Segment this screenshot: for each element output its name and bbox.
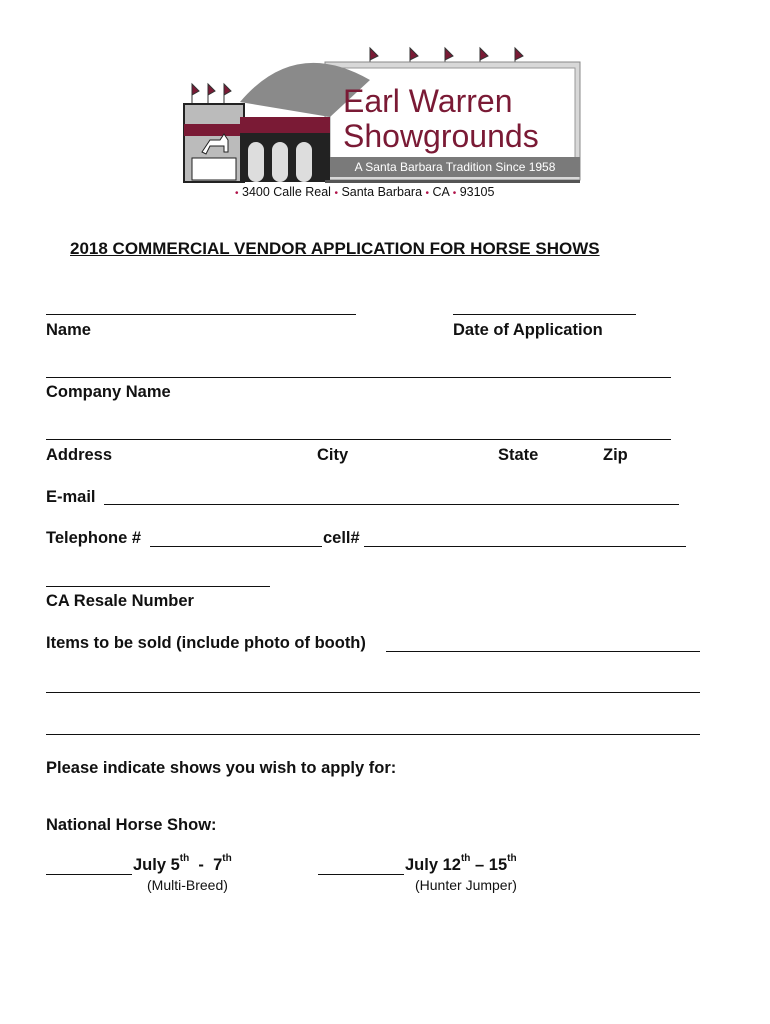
email-label: E-mail [46, 488, 96, 506]
show1-end: - 7 [189, 856, 223, 874]
email-field[interactable] [104, 504, 679, 505]
show2-checkbox-line[interactable] [318, 874, 404, 875]
show2-type: (Hunter Jumper) [415, 877, 517, 893]
address-zip: 93105 [459, 185, 495, 199]
items-field[interactable] [386, 651, 700, 652]
name-field[interactable] [46, 314, 356, 315]
show1-dates [133, 853, 232, 875]
telephone-label: Telephone # [46, 529, 142, 547]
show1-type: (Multi-Breed) [147, 877, 228, 893]
shows-prompt: Please indicate shows you wish to apply for: [46, 759, 397, 777]
logo-address [235, 185, 494, 199]
show1-start-suffix: th [179, 853, 190, 864]
state-label: State [498, 446, 539, 464]
items-label: Items to be sold (include photo of booth) [46, 634, 366, 652]
bullet-icon: • [235, 188, 239, 199]
zip-label: Zip [603, 446, 628, 464]
name-label: Name [46, 321, 91, 339]
form-title: 2018 COMMERCIAL VENDOR APPLICATION FOR HORSE SHOWS [70, 239, 600, 258]
company-field[interactable] [46, 377, 671, 378]
cell-field[interactable] [364, 546, 686, 547]
address-street: 3400 Calle Real [242, 185, 331, 199]
show-category: National Horse Show: [46, 816, 217, 834]
show2-start: July 12 [405, 856, 461, 874]
cell-label: cell# [323, 529, 360, 547]
showgrounds-logo [180, 42, 590, 202]
show2-start-suffix: th [460, 853, 471, 864]
logo-name-line1: Earl Warren [343, 83, 513, 119]
show2-end-suffix: th [507, 853, 517, 864]
bullet-icon: • [452, 188, 457, 199]
logo-name-line2: Showgrounds [343, 118, 539, 154]
city-label: City [317, 446, 349, 464]
show1-checkbox-line[interactable] [46, 874, 132, 875]
address-city: Santa Barbara [341, 185, 423, 199]
logo-tagline: A Santa Barbara Tradition Since 1958 [330, 157, 580, 177]
items-field-line2[interactable] [46, 692, 700, 693]
company-label: Company Name [46, 383, 171, 401]
show1-start: July 5 [133, 856, 180, 874]
bullet-icon: • [334, 188, 338, 199]
show1-end-suffix: th [222, 853, 232, 864]
resale-field[interactable] [46, 586, 270, 587]
items-field-line3[interactable] [46, 734, 700, 735]
date-label: Date of Application [453, 321, 603, 339]
resale-label: CA Resale Number [46, 592, 194, 610]
show2-dates [405, 853, 517, 875]
date-field[interactable] [453, 314, 636, 315]
address-state: CA [432, 185, 450, 199]
show2-end: – 15 [470, 856, 508, 874]
bullet-icon: • [425, 188, 430, 199]
address-field[interactable] [46, 439, 671, 440]
telephone-field[interactable] [150, 546, 322, 547]
address-label: Address [46, 446, 113, 464]
